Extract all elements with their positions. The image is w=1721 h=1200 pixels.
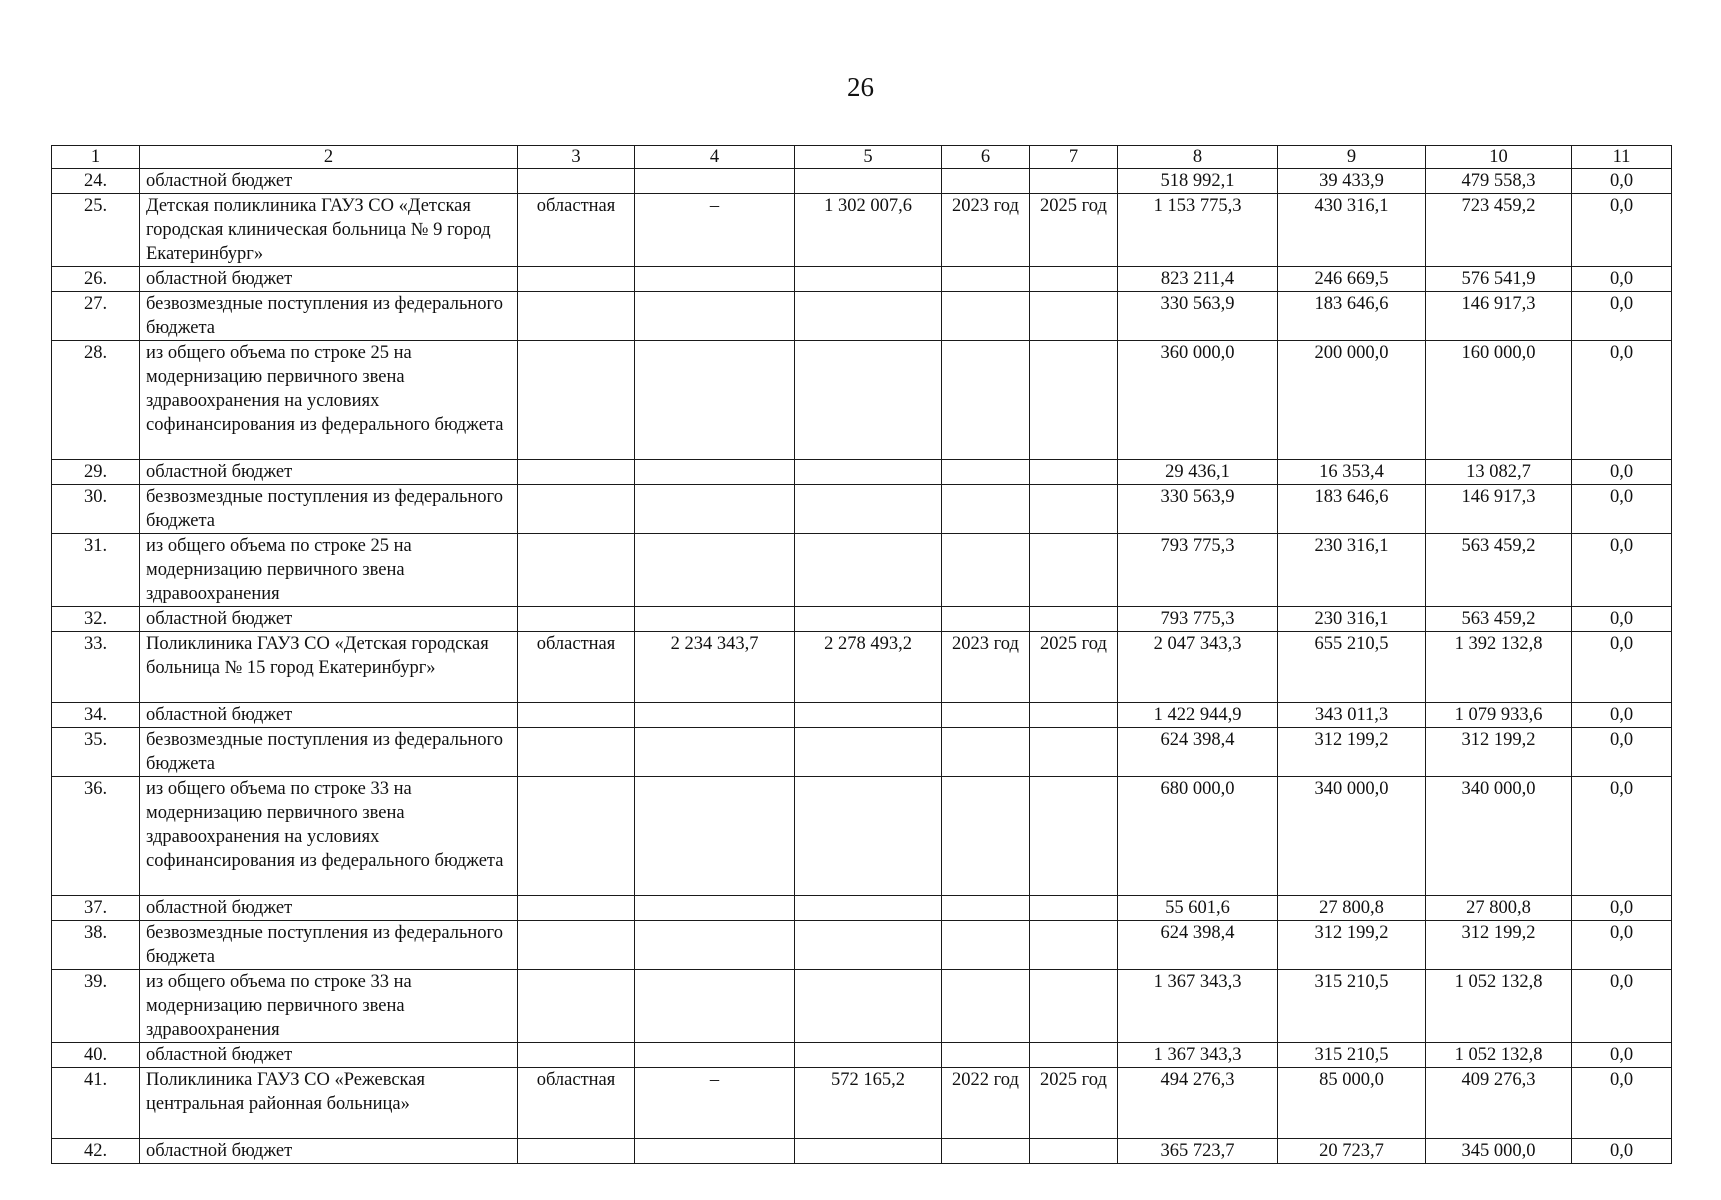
table-row xyxy=(52,896,1672,921)
year-end xyxy=(1030,1139,1118,1164)
value-col-4: – xyxy=(635,1068,795,1139)
amount-col-11: 0,0 xyxy=(1572,169,1672,194)
year-end xyxy=(1030,292,1118,341)
budget-level xyxy=(518,921,635,970)
amount-total: 680 000,0 xyxy=(1118,777,1278,896)
row-name: областной бюджет xyxy=(140,169,518,194)
value-col-4 xyxy=(635,607,795,632)
value-col-4 xyxy=(635,777,795,896)
table-row xyxy=(52,728,1672,777)
amount-col-10: 146 917,3 xyxy=(1426,485,1572,534)
year-end xyxy=(1030,607,1118,632)
value-col-5 xyxy=(795,460,942,485)
value-col-4 xyxy=(635,341,795,460)
value-col-5 xyxy=(795,607,942,632)
value-col-4 xyxy=(635,1043,795,1068)
amount-total: 330 563,9 xyxy=(1118,292,1278,341)
value-col-5 xyxy=(795,703,942,728)
year-end xyxy=(1030,728,1118,777)
amount-total: 1 153 775,3 xyxy=(1118,194,1278,267)
budget-level xyxy=(518,896,635,921)
table-row xyxy=(52,341,1672,460)
table-row xyxy=(52,970,1672,1043)
amount-col-10: 1 392 132,8 xyxy=(1426,632,1572,703)
amount-col-10: 160 000,0 xyxy=(1426,341,1572,460)
amount-col-11: 0,0 xyxy=(1572,341,1672,460)
amount-col-9: 183 646,6 xyxy=(1278,292,1426,341)
row-name: Детская поликлиника ГАУЗ СО «Детская городская клиническая больница № 9 город Екатеринбург» xyxy=(140,194,518,267)
amount-col-10: 723 459,2 xyxy=(1426,194,1572,267)
value-col-5 xyxy=(795,341,942,460)
amount-col-11: 0,0 xyxy=(1572,777,1672,896)
year-start xyxy=(942,970,1030,1043)
value-col-4 xyxy=(635,896,795,921)
table-row xyxy=(52,1068,1672,1139)
value-col-4 xyxy=(635,534,795,607)
row-number: 36. xyxy=(52,777,140,896)
amount-total: 365 723,7 xyxy=(1118,1139,1278,1164)
amount-total: 793 775,3 xyxy=(1118,534,1278,607)
amount-col-10: 1 079 933,6 xyxy=(1426,703,1572,728)
year-start xyxy=(942,485,1030,534)
table-body xyxy=(52,146,1672,1164)
value-col-4: 2 234 343,7 xyxy=(635,632,795,703)
amount-col-9: 246 669,5 xyxy=(1278,267,1426,292)
value-col-4 xyxy=(635,1139,795,1164)
amount-col-9: 200 000,0 xyxy=(1278,341,1426,460)
budget-level: областная xyxy=(518,632,635,703)
row-name: областной бюджет xyxy=(140,267,518,292)
year-end xyxy=(1030,534,1118,607)
year-end xyxy=(1030,460,1118,485)
row-number: 39. xyxy=(52,970,140,1043)
header-cell: 7 xyxy=(1030,146,1118,169)
value-col-5 xyxy=(795,728,942,777)
year-start xyxy=(942,896,1030,921)
year-start xyxy=(942,341,1030,460)
year-end xyxy=(1030,970,1118,1043)
value-col-4 xyxy=(635,921,795,970)
value-col-5 xyxy=(795,896,942,921)
amount-col-10: 563 459,2 xyxy=(1426,534,1572,607)
year-start xyxy=(942,728,1030,777)
value-col-4 xyxy=(635,267,795,292)
value-col-4 xyxy=(635,728,795,777)
year-end xyxy=(1030,341,1118,460)
amount-col-9: 230 316,1 xyxy=(1278,607,1426,632)
value-col-5 xyxy=(795,485,942,534)
header-cell: 9 xyxy=(1278,146,1426,169)
year-start xyxy=(942,607,1030,632)
row-number: 35. xyxy=(52,728,140,777)
row-name: Поликлиника ГАУЗ СО «Детская городская больница № 15 город Екатеринбург» xyxy=(140,632,518,703)
year-end xyxy=(1030,169,1118,194)
year-end: 2025 год xyxy=(1030,632,1118,703)
amount-col-9: 315 210,5 xyxy=(1278,1043,1426,1068)
row-name: безвозмездные поступления из федерального бюджета xyxy=(140,485,518,534)
budget-level xyxy=(518,607,635,632)
value-col-4 xyxy=(635,970,795,1043)
amount-col-9: 340 000,0 xyxy=(1278,777,1426,896)
table-row xyxy=(52,485,1672,534)
budget-level: областная xyxy=(518,194,635,267)
table-row xyxy=(52,267,1672,292)
amount-col-10: 1 052 132,8 xyxy=(1426,970,1572,1043)
amount-col-11: 0,0 xyxy=(1572,728,1672,777)
amount-col-9: 85 000,0 xyxy=(1278,1068,1426,1139)
budget-level xyxy=(518,1043,635,1068)
budget-level xyxy=(518,460,635,485)
year-end xyxy=(1030,485,1118,534)
row-name: безвозмездные поступления из федерального бюджета xyxy=(140,728,518,777)
budget-level xyxy=(518,777,635,896)
row-number: 41. xyxy=(52,1068,140,1139)
amount-col-9: 343 011,3 xyxy=(1278,703,1426,728)
row-number: 30. xyxy=(52,485,140,534)
header-cell: 2 xyxy=(140,146,518,169)
value-col-5 xyxy=(795,1043,942,1068)
row-number: 27. xyxy=(52,292,140,341)
table-row xyxy=(52,921,1672,970)
table-row xyxy=(52,632,1672,703)
row-name: Поликлиника ГАУЗ СО «Режевская центральная районная больница» xyxy=(140,1068,518,1139)
amount-col-9: 20 723,7 xyxy=(1278,1139,1426,1164)
amount-total: 29 436,1 xyxy=(1118,460,1278,485)
row-number: 38. xyxy=(52,921,140,970)
row-name: из общего объема по строке 33 на модернизацию первичного звена здравоохранения на условиях софинансирования из федерального бюджета xyxy=(140,777,518,896)
row-name: из общего объема по строке 25 на модернизацию первичного звена здравоохранения xyxy=(140,534,518,607)
year-end: 2025 год xyxy=(1030,194,1118,267)
table-row xyxy=(52,194,1672,267)
amount-total: 518 992,1 xyxy=(1118,169,1278,194)
value-col-5: 2 278 493,2 xyxy=(795,632,942,703)
header-cell: 8 xyxy=(1118,146,1278,169)
row-name: областной бюджет xyxy=(140,460,518,485)
amount-col-11: 0,0 xyxy=(1572,485,1672,534)
amount-col-10: 27 800,8 xyxy=(1426,896,1572,921)
row-name: безвозмездные поступления из федерального бюджета xyxy=(140,921,518,970)
year-start xyxy=(942,534,1030,607)
amount-col-10: 312 199,2 xyxy=(1426,728,1572,777)
row-number: 37. xyxy=(52,896,140,921)
row-number: 25. xyxy=(52,194,140,267)
budget-level xyxy=(518,292,635,341)
table-row xyxy=(52,1139,1672,1164)
year-start xyxy=(942,169,1030,194)
row-number: 29. xyxy=(52,460,140,485)
value-col-4: – xyxy=(635,194,795,267)
value-col-5 xyxy=(795,1139,942,1164)
amount-total: 494 276,3 xyxy=(1118,1068,1278,1139)
value-col-5 xyxy=(795,169,942,194)
amount-col-9: 230 316,1 xyxy=(1278,534,1426,607)
header-cell: 11 xyxy=(1572,146,1672,169)
amount-total: 330 563,9 xyxy=(1118,485,1278,534)
value-col-5 xyxy=(795,292,942,341)
amount-col-11: 0,0 xyxy=(1572,896,1672,921)
header-cell: 1 xyxy=(52,146,140,169)
value-col-4 xyxy=(635,460,795,485)
row-name: из общего объема по строке 25 на модернизацию первичного звена здравоохранения на условиях софинансирования из федерального бюджета xyxy=(140,341,518,460)
amount-col-9: 312 199,2 xyxy=(1278,921,1426,970)
year-start: 2023 год xyxy=(942,632,1030,703)
value-col-4 xyxy=(635,485,795,534)
amount-col-9: 655 210,5 xyxy=(1278,632,1426,703)
amount-col-11: 0,0 xyxy=(1572,607,1672,632)
year-start xyxy=(942,1043,1030,1068)
row-number: 34. xyxy=(52,703,140,728)
row-number: 24. xyxy=(52,169,140,194)
value-col-5: 1 302 007,6 xyxy=(795,194,942,267)
header-row xyxy=(52,146,1672,169)
amount-total: 823 211,4 xyxy=(1118,267,1278,292)
row-name: областной бюджет xyxy=(140,896,518,921)
row-number: 32. xyxy=(52,607,140,632)
budget-level: областная xyxy=(518,1068,635,1139)
row-number: 40. xyxy=(52,1043,140,1068)
amount-total: 1 367 343,3 xyxy=(1118,1043,1278,1068)
value-col-5 xyxy=(795,534,942,607)
table-row xyxy=(52,169,1672,194)
value-col-5 xyxy=(795,267,942,292)
budget-level xyxy=(518,485,635,534)
amount-col-9: 315 210,5 xyxy=(1278,970,1426,1043)
value-col-5: 572 165,2 xyxy=(795,1068,942,1139)
amount-col-10: 576 541,9 xyxy=(1426,267,1572,292)
amount-col-10: 13 082,7 xyxy=(1426,460,1572,485)
row-name: безвозмездные поступления из федерального бюджета xyxy=(140,292,518,341)
row-number: 42. xyxy=(52,1139,140,1164)
amount-col-11: 0,0 xyxy=(1572,970,1672,1043)
table-row xyxy=(52,703,1672,728)
budget-table xyxy=(51,145,1672,1164)
amount-total: 2 047 343,3 xyxy=(1118,632,1278,703)
budget-level xyxy=(518,267,635,292)
amount-col-11: 0,0 xyxy=(1572,703,1672,728)
amount-col-10: 340 000,0 xyxy=(1426,777,1572,896)
amount-col-11: 0,0 xyxy=(1572,267,1672,292)
amount-col-11: 0,0 xyxy=(1572,534,1672,607)
amount-total: 793 775,3 xyxy=(1118,607,1278,632)
row-name: областной бюджет xyxy=(140,703,518,728)
header-cell: 6 xyxy=(942,146,1030,169)
table-row xyxy=(52,292,1672,341)
budget-level xyxy=(518,728,635,777)
value-col-4 xyxy=(635,292,795,341)
row-name: областной бюджет xyxy=(140,1043,518,1068)
amount-total: 360 000,0 xyxy=(1118,341,1278,460)
amount-col-11: 0,0 xyxy=(1572,632,1672,703)
row-number: 28. xyxy=(52,341,140,460)
amount-total: 1 367 343,3 xyxy=(1118,970,1278,1043)
year-end xyxy=(1030,777,1118,896)
header-cell: 3 xyxy=(518,146,635,169)
amount-col-11: 0,0 xyxy=(1572,1043,1672,1068)
page-number: 26 xyxy=(847,72,874,102)
amount-total: 624 398,4 xyxy=(1118,921,1278,970)
amount-col-9: 16 353,4 xyxy=(1278,460,1426,485)
amount-total: 55 601,6 xyxy=(1118,896,1278,921)
amount-col-11: 0,0 xyxy=(1572,292,1672,341)
value-col-5 xyxy=(795,921,942,970)
header-cell: 5 xyxy=(795,146,942,169)
year-end xyxy=(1030,703,1118,728)
budget-level xyxy=(518,534,635,607)
amount-col-9: 430 316,1 xyxy=(1278,194,1426,267)
header-cell: 4 xyxy=(635,146,795,169)
amount-col-11: 0,0 xyxy=(1572,1068,1672,1139)
amount-col-9: 39 433,9 xyxy=(1278,169,1426,194)
amount-col-11: 0,0 xyxy=(1572,460,1672,485)
amount-col-9: 27 800,8 xyxy=(1278,896,1426,921)
amount-col-11: 0,0 xyxy=(1572,921,1672,970)
year-start xyxy=(942,703,1030,728)
amount-col-10: 345 000,0 xyxy=(1426,1139,1572,1164)
amount-col-9: 312 199,2 xyxy=(1278,728,1426,777)
row-number: 26. xyxy=(52,267,140,292)
year-start xyxy=(942,292,1030,341)
table-row xyxy=(52,777,1672,896)
budget-level xyxy=(518,1139,635,1164)
year-start: 2023 год xyxy=(942,194,1030,267)
amount-col-10: 1 052 132,8 xyxy=(1426,1043,1572,1068)
budget-level xyxy=(518,703,635,728)
row-name: областной бюджет xyxy=(140,1139,518,1164)
budget-level xyxy=(518,169,635,194)
value-col-4 xyxy=(635,703,795,728)
amount-col-10: 312 199,2 xyxy=(1426,921,1572,970)
row-number: 31. xyxy=(52,534,140,607)
year-start xyxy=(942,921,1030,970)
year-end: 2025 год xyxy=(1030,1068,1118,1139)
row-name: областной бюджет xyxy=(140,607,518,632)
year-start xyxy=(942,460,1030,485)
table-row xyxy=(52,460,1672,485)
amount-col-10: 479 558,3 xyxy=(1426,169,1572,194)
amount-total: 624 398,4 xyxy=(1118,728,1278,777)
year-start xyxy=(942,267,1030,292)
table-row xyxy=(52,534,1672,607)
budget-level xyxy=(518,341,635,460)
value-col-4 xyxy=(635,169,795,194)
year-start: 2022 год xyxy=(942,1068,1030,1139)
amount-col-11: 0,0 xyxy=(1572,1139,1672,1164)
year-end xyxy=(1030,1043,1118,1068)
row-name: из общего объема по строке 33 на модернизацию первичного звена здравоохранения xyxy=(140,970,518,1043)
amount-col-10: 146 917,3 xyxy=(1426,292,1572,341)
amount-col-10: 409 276,3 xyxy=(1426,1068,1572,1139)
header-cell: 10 xyxy=(1426,146,1572,169)
year-start xyxy=(942,1139,1030,1164)
table-row xyxy=(52,1043,1672,1068)
amount-col-11: 0,0 xyxy=(1572,194,1672,267)
amount-col-10: 563 459,2 xyxy=(1426,607,1572,632)
amount-col-9: 183 646,6 xyxy=(1278,485,1426,534)
value-col-5 xyxy=(795,970,942,1043)
table-row xyxy=(52,607,1672,632)
year-end xyxy=(1030,267,1118,292)
year-start xyxy=(942,777,1030,896)
year-end xyxy=(1030,921,1118,970)
value-col-5 xyxy=(795,777,942,896)
budget-level xyxy=(518,970,635,1043)
year-end xyxy=(1030,896,1118,921)
row-number: 33. xyxy=(52,632,140,703)
amount-total: 1 422 944,9 xyxy=(1118,703,1278,728)
